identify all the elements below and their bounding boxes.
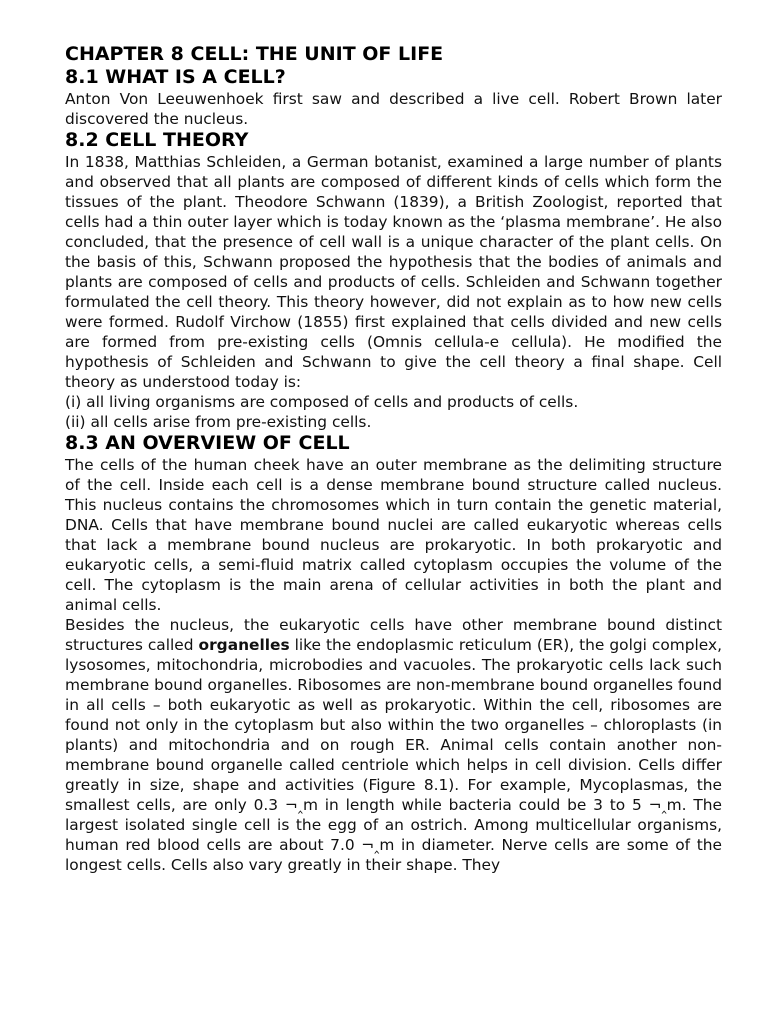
- paragraph: Anton Von Leeuwenhoek first saw and described a live cell. Robert Brown later discovered the nucleus.: [65, 90, 722, 128]
- list-item: (ii) all cells arise from pre-existing cells.: [65, 413, 372, 431]
- paragraph: The cells of the human cheek have an outer membrane as the delimiting structure of the cell. Inside each cell is a dense membrane bound structure called nucleus. This nucleus contains the chromosomes which in turn contain the genetic material, DNA. Cells that have membrane bound nuclei are called eukaryotic whereas cells that lack a membrane bound nucleus are prokaryotic. In both prokaryotic and eukaryotic cells, a semi-fluid matrix called cytoplasm occupies the volume of the cell. The cytoplasm is the main arena of cellular activities in both the plant and animal cells.: [65, 456, 722, 614]
- section-heading: 8.1 WHAT IS A CELL?: [65, 66, 286, 88]
- section-cell-theory: [65, 129, 722, 432]
- paragraph-text: like the endoplasmic reticulum (ER), the golgi complex, lysosomes, mitochondria, microbodies and vacuoles. The prokaryotic cells lack such membrane bound organelles. Ribosomes are non-membrane bound organelles found in all cells – both eukaryotic as well as prokaryotic. Within the cell, ribosomes are found not only in the cytoplasm but also within the two organelles – chloroplasts (in plants) and mitochondria and on rough ER. Animal cells contain another non-membrane bound organelle called centriole which helps in cell division. Cells differ greatly in size, shape and activities (Figure 8.1). For example, Mycoplasmas, the smallest cells, are only 0.3 ¬‸m in length while bacteria could be 3 to 5 ¬‸m. The largest isolated single cell is the egg of an ostrich. Among multicellular organisms, human red blood cells are about 7.0 ¬‸m in diameter. Nerve cells are some of the longest cells. Cells also vary greatly in their shape. They: [65, 636, 722, 874]
- section-overview-of-cell: [65, 432, 722, 875]
- chapter-title: CHAPTER 8 CELL: THE UNIT OF LIFE: [65, 43, 444, 65]
- paragraph: In 1838, Matthias Schleiden, a German botanist, examined a large number of plants and observed that all plants are composed of different kinds of cells which form the tissues of the plant. Theodore Schwann (1839), a British Zoologist, reported that cells had a thin outer layer which is today known as the ‘plasma membrane’. He also concluded, that the presence of cell wall is a unique character of the plant cells. On the basis of this, Schwann proposed the hypothesis that the bodies of animals and plants are composed of cells and products of cells. Schleiden and Schwann together formulated the cell theory. This theory however, did not explain as to how new cells were formed. Rudolf Virchow (1855) first explained that cells divided and new cells are formed from pre-existing cells (Omnis cellula-e cellula). He modified the hypothesis of Schleiden and Schwann to give the cell theory a final shape. Cell theory as understood today is:: [65, 153, 722, 391]
- paragraph-text: Besides the nucleus, the eukaryotic cells have other membrane bound distinct structures called: [65, 616, 722, 654]
- section-heading: 8.3 AN OVERVIEW OF CELL: [65, 432, 350, 454]
- paragraph-organelles: [65, 615, 722, 875]
- document-page: [65, 42, 722, 875]
- list-item: (i) all living organisms are composed of cells and products of cells.: [65, 393, 579, 411]
- bold-term-organelles: organelles: [198, 636, 290, 654]
- section-what-is-a-cell: [65, 66, 722, 129]
- section-heading: 8.2 CELL THEORY: [65, 129, 249, 151]
